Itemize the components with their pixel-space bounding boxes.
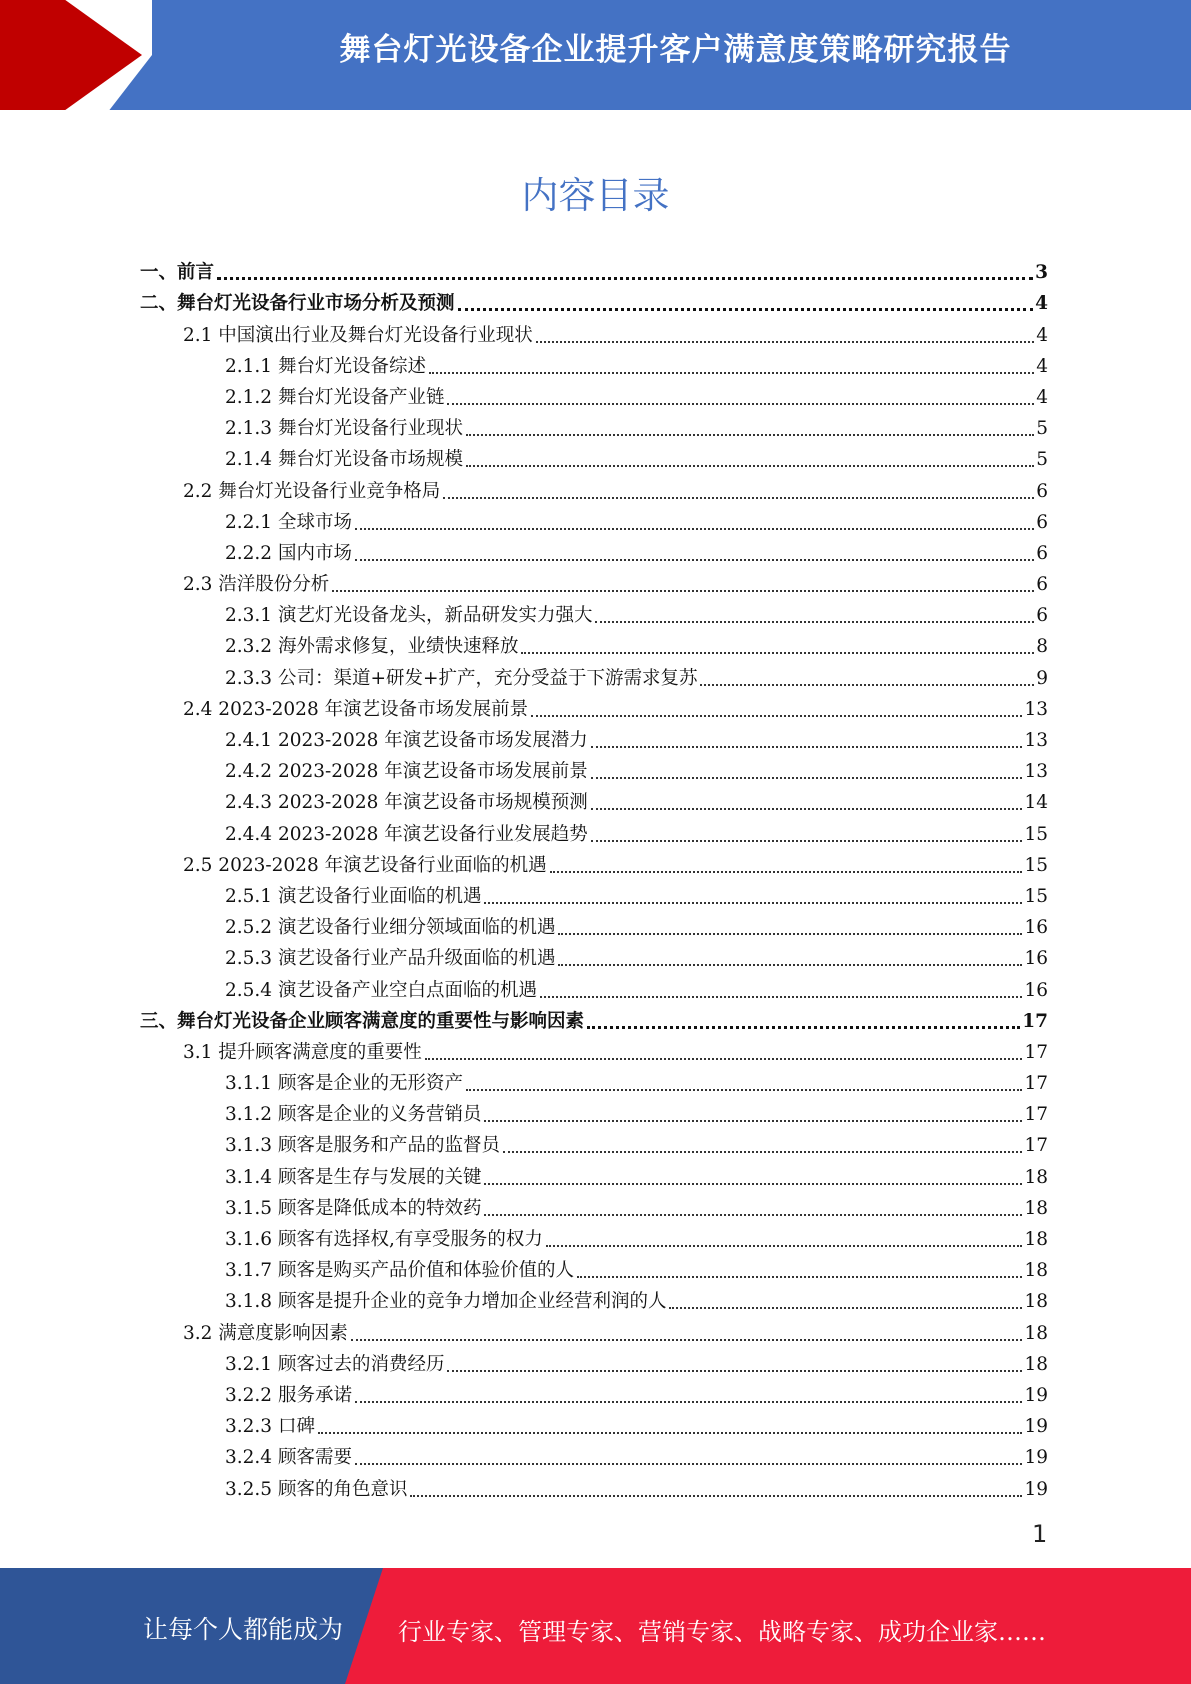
toc-entry-page: 17	[1024, 1073, 1048, 1095]
toc-dot-leader	[536, 341, 1034, 343]
toc-entry[interactable]	[140, 1002, 1048, 1033]
toc-dot-leader	[558, 933, 1022, 935]
toc-dot-leader	[355, 1401, 1023, 1403]
toc-entry-label: 2.5.4 演艺设备产业空白点面临的机遇	[225, 979, 537, 1001]
toc-entry-page: 18	[1024, 1322, 1048, 1344]
toc-entry-label: 3.2.3 口碑	[225, 1416, 315, 1438]
toc-entry-label: 3.1.2 顾客是企业的义务营销员	[225, 1104, 482, 1126]
toc-entry[interactable]	[140, 253, 1048, 284]
toc-entry[interactable]	[140, 1157, 1048, 1188]
toc-dot-leader	[531, 715, 1022, 717]
toc-entry[interactable]	[140, 970, 1048, 1001]
toc-entry-label: 3.1.3 顾客是服务和产品的监督员	[225, 1135, 500, 1157]
toc-entry-label: 3.2.2 服务承诺	[225, 1384, 352, 1406]
toc-entry-page: 18	[1024, 1197, 1048, 1219]
toc-entry[interactable]	[140, 1469, 1048, 1500]
toc-dot-leader	[669, 1307, 1022, 1309]
toc-entry[interactable]	[140, 347, 1048, 378]
toc-entry[interactable]	[140, 1438, 1048, 1469]
toc-dot-leader	[466, 465, 1034, 467]
toc-entry-page: 14	[1024, 792, 1048, 814]
toc-entry-label: 2.3.1 演艺灯光设备龙头，新品研发实力强大	[225, 605, 593, 627]
toc-dot-leader	[587, 1026, 1020, 1029]
toc-dot-leader	[217, 277, 1033, 280]
toc-entry-page: 18	[1024, 1353, 1048, 1375]
toc-dot-leader	[332, 590, 1034, 592]
toc-entry[interactable]	[140, 1220, 1048, 1251]
toc-dot-leader	[700, 684, 1034, 686]
toc-entry-page: 19	[1024, 1447, 1048, 1469]
toc-entry-page: 17	[1022, 1010, 1048, 1032]
toc-entry-page: 16	[1024, 948, 1048, 970]
toc-entry[interactable]	[140, 440, 1048, 471]
toc-dot-leader	[466, 1089, 1022, 1091]
toc-entry-label: 2.1.3 舞台灯光设备行业现状	[225, 418, 463, 440]
footer-slogan-left: 让每个人都能成为	[143, 1615, 344, 1644]
toc-dot-leader	[318, 1432, 1023, 1434]
toc-entry-page: 3	[1035, 262, 1048, 284]
toc-dot-leader	[484, 1214, 1022, 1216]
toc-entry[interactable]	[140, 1095, 1048, 1126]
toc-dot-leader	[591, 840, 1023, 842]
toc-entry-label: 3.2 满意度影响因素	[183, 1322, 348, 1344]
toc-entry-page: 13	[1024, 730, 1048, 751]
toc-dot-leader	[577, 1276, 1022, 1278]
toc-entry-page: 18	[1024, 1166, 1048, 1188]
toc-entry-page: 17	[1024, 1041, 1048, 1063]
toc-entry-page: 17	[1024, 1135, 1048, 1157]
toc-entry[interactable]	[140, 315, 1048, 346]
toc-entry-page: 19	[1024, 1384, 1048, 1406]
toc-dot-leader	[466, 434, 1034, 436]
toc-entry-page: 13	[1024, 698, 1048, 720]
toc-entry[interactable]	[140, 752, 1048, 783]
toc-entry[interactable]	[140, 1189, 1048, 1220]
toc-entry-page: 4	[1036, 355, 1048, 377]
toc-entry[interactable]	[140, 284, 1048, 315]
toc-entry-page: 4	[1036, 386, 1048, 408]
toc-entry-page: 13	[1024, 761, 1048, 783]
toc-entry[interactable]	[140, 565, 1048, 596]
toc-entry-label: 2.4.1 2023-2028 年演艺设备市场发展潜力	[225, 730, 588, 751]
toc-entry-page: 6	[1036, 542, 1048, 564]
toc-entry-label: 2.1.2 舞台灯光设备产业链	[225, 386, 445, 408]
toc-dot-leader	[595, 621, 1034, 623]
toc-entry-label: 一、前言	[140, 262, 215, 284]
toc-entry[interactable]	[140, 658, 1048, 689]
toc-entry[interactable]	[140, 1313, 1048, 1344]
toc-dot-leader	[355, 528, 1034, 530]
toc-entry-page: 6	[1036, 605, 1048, 627]
toc-entry-label: 3.1.8 顾客是提升企业的竞争力增加企业经营利润的人	[225, 1291, 667, 1313]
header-banner	[0, 0, 1191, 110]
toc-entry-label: 2.3.3 公司：渠道+研发+扩产，充分受益于下游需求复苏	[225, 667, 698, 689]
toc-entry-label: 2.2.2 国内市场	[225, 542, 352, 564]
toc-dot-leader	[484, 1120, 1022, 1122]
toc-entry-page: 17	[1024, 1104, 1048, 1126]
toc-entry-label: 3.1.1 顾客是企业的无形资产	[225, 1073, 463, 1095]
toc-entry-label: 2.1 中国演出行业及舞台灯光设备行业现状	[183, 324, 533, 346]
toc-entry-label: 2.5.1 演艺设备行业面临的机遇	[225, 885, 482, 907]
toc-entry-page: 8	[1036, 636, 1048, 658]
toc-entry[interactable]	[140, 1345, 1048, 1376]
footer-slogan-right: 行业专家、管理专家、营销专家、战略专家、成功企业家……	[398, 1618, 1046, 1646]
toc-entry-page: 4	[1035, 293, 1048, 315]
toc-entry[interactable]	[140, 908, 1048, 939]
toc-entry-page: 5	[1036, 418, 1048, 440]
toc-entry-page: 6	[1036, 574, 1048, 596]
toc-entry-page: 6	[1036, 511, 1048, 533]
toc-heading: 内容目录	[521, 174, 670, 217]
toc-entry-page: 18	[1024, 1260, 1048, 1282]
toc-entry[interactable]	[140, 471, 1048, 502]
toc-dot-leader	[351, 1339, 1023, 1341]
toc-entry-label: 二、舞台灯光设备行业市场分析及预测	[140, 293, 455, 315]
table-of-contents	[140, 253, 1048, 1501]
toc-entry[interactable]	[140, 783, 1048, 814]
toc-entry-label: 3.1.5 顾客是降低成本的特效药	[225, 1197, 482, 1219]
toc-dot-leader	[558, 964, 1022, 966]
toc-entry-label: 3.2.1 顾客过去的消费经历	[225, 1353, 445, 1375]
toc-entry-label: 2.5.2 演艺设备行业细分领域面临的机遇	[225, 917, 556, 939]
toc-dot-leader	[443, 497, 1034, 499]
toc-dot-leader	[591, 746, 1023, 748]
toc-entry[interactable]	[140, 690, 1048, 721]
toc-dot-leader	[550, 871, 1023, 873]
report-title: 舞台灯光设备企业提升客户满意度策略研究报告	[339, 32, 1012, 68]
toc-dot-leader	[503, 1151, 1022, 1153]
toc-entry-label: 2.1.1 舞台灯光设备综述	[225, 355, 426, 377]
toc-entry[interactable]	[140, 939, 1048, 970]
toc-entry-label: 3.1.4 顾客是生存与发展的关键	[225, 1166, 482, 1188]
toc-entry[interactable]	[140, 1064, 1048, 1095]
toc-entry[interactable]	[140, 503, 1048, 534]
page-number: 1	[1032, 1520, 1048, 1548]
toc-dot-leader	[429, 372, 1034, 374]
toc-dot-leader	[425, 1058, 1023, 1060]
toc-entry-label: 三、舞台灯光设备企业顾客满意度的重要性与影响因素	[140, 1010, 585, 1032]
toc-entry[interactable]	[140, 596, 1048, 627]
toc-entry[interactable]	[140, 846, 1048, 877]
toc-dot-leader	[484, 902, 1022, 904]
toc-entry-page: 5	[1036, 449, 1048, 471]
toc-entry-page: 15	[1024, 823, 1048, 845]
toc-dot-leader	[447, 1370, 1022, 1372]
toc-entry-label: 2.4.2 2023-2028 年演艺设备市场发展前景	[225, 761, 588, 783]
toc-entry-page: 19	[1024, 1416, 1048, 1438]
toc-entry-page: 18	[1024, 1229, 1048, 1250]
toc-entry-page: 18	[1024, 1291, 1048, 1313]
toc-entry-label: 3.2.5 顾客的角色意识	[225, 1478, 408, 1500]
toc-entry[interactable]	[140, 877, 1048, 908]
toc-entry-page: 6	[1036, 480, 1048, 502]
toc-dot-leader	[355, 559, 1034, 561]
toc-entry-page: 15	[1024, 885, 1048, 907]
toc-entry-label: 2.2.1 全球市场	[225, 511, 352, 533]
toc-entry-page: 16	[1024, 917, 1048, 939]
toc-entry-page: 4	[1036, 324, 1048, 346]
toc-dot-leader	[458, 308, 1034, 311]
toc-entry-label: 2.3 浩洋股份分析	[183, 574, 330, 596]
toc-entry-label: 2.3.2 海外需求修复，业绩快速释放	[225, 636, 519, 658]
toc-entry-label: 2.4.3 2023-2028 年演艺设备市场规模预测	[225, 792, 588, 814]
toc-dot-leader	[410, 1495, 1022, 1497]
toc-entry-label: 3.1 提升顾客满意度的重要性	[183, 1041, 422, 1063]
toc-entry[interactable]	[140, 534, 1048, 565]
toc-dot-leader	[591, 808, 1023, 810]
toc-dot-leader	[546, 1245, 1023, 1247]
toc-entry-label: 2.4.4 2023-2028 年演艺设备行业发展趋势	[225, 823, 588, 845]
toc-entry-label: 2.1.4 舞台灯光设备市场规模	[225, 449, 463, 471]
toc-entry[interactable]	[140, 1282, 1048, 1313]
toc-entry-label: 2.2 舞台灯光设备行业竞争格局	[183, 480, 441, 502]
toc-entry[interactable]	[140, 1251, 1048, 1282]
toc-entry[interactable]	[140, 1407, 1048, 1438]
toc-entry-label: 3.1.6 顾客有选择权,有享受服务的权力	[225, 1229, 543, 1250]
toc-dot-leader	[540, 996, 1022, 998]
toc-entry-label: 3.1.7 顾客是购买产品价值和体验价值的人	[225, 1260, 574, 1282]
toc-entry-label: 2.5.3 演艺设备行业产品升级面临的机遇	[225, 948, 556, 970]
toc-entry-page: 9	[1036, 667, 1048, 689]
toc-entry-page: 16	[1024, 979, 1048, 1001]
toc-entry-page: 15	[1024, 854, 1048, 876]
toc-entry[interactable]	[140, 1376, 1048, 1407]
toc-entry-page: 19	[1024, 1478, 1048, 1500]
toc-dot-leader	[591, 777, 1023, 779]
toc-dot-leader	[484, 1183, 1022, 1185]
toc-entry[interactable]	[140, 627, 1048, 658]
toc-entry[interactable]	[140, 409, 1048, 440]
toc-dot-leader	[355, 1463, 1023, 1465]
toc-entry-label: 2.5 2023-2028 年演艺设备行业面临的机遇	[183, 854, 547, 876]
toc-dot-leader	[521, 652, 1034, 654]
toc-entry[interactable]	[140, 1126, 1048, 1157]
toc-entry[interactable]	[140, 378, 1048, 409]
toc-entry[interactable]	[140, 1033, 1048, 1064]
toc-entry-label: 3.2.4 顾客需要	[225, 1447, 352, 1469]
toc-dot-leader	[447, 403, 1034, 405]
toc-entry[interactable]	[140, 721, 1048, 752]
toc-entry[interactable]	[140, 814, 1048, 845]
toc-entry-label: 2.4 2023-2028 年演艺设备市场发展前景	[183, 698, 529, 720]
